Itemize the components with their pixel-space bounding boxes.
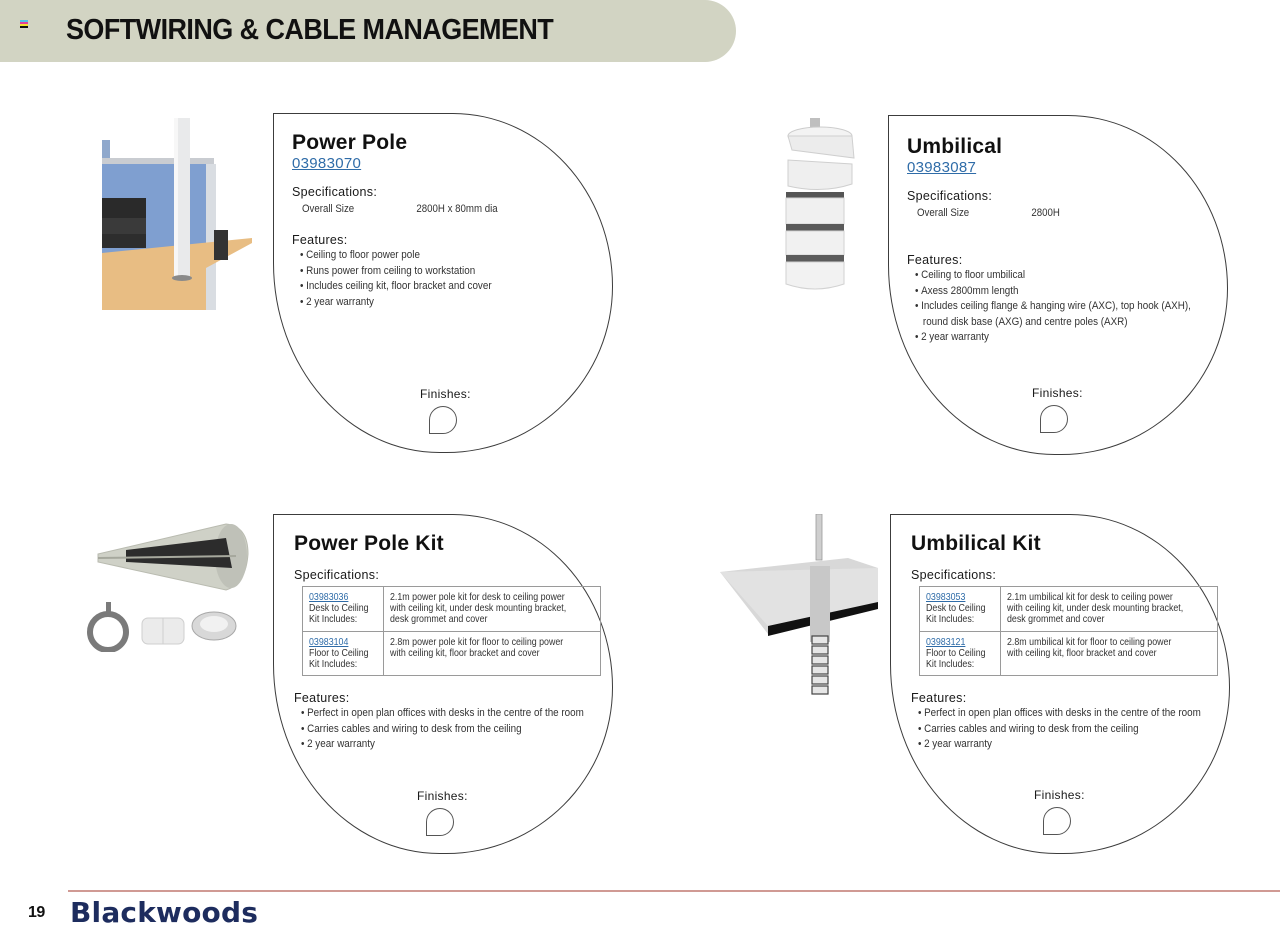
features-list xyxy=(918,706,1201,753)
feature-item: • 2 year warranty xyxy=(300,295,492,311)
feature-item: • Perfect in open plan offices with desks in the centre of the room xyxy=(918,706,1201,722)
features-heading: Features: xyxy=(907,253,963,267)
table-row xyxy=(920,587,1218,632)
kit-description: 2.8m umbilical kit for floor to ceiling power xyxy=(1007,636,1172,648)
kit-code-link[interactable]: 03983121 xyxy=(926,636,966,648)
kit-description: desk grommet and cover xyxy=(1007,614,1105,626)
product-code-link[interactable]: 03983070 xyxy=(292,155,362,172)
kit-options-table xyxy=(919,586,1218,676)
feature-item: • 2 year warranty xyxy=(301,737,584,753)
kit-code-link[interactable]: 03983036 xyxy=(309,592,349,603)
umbilical-photo xyxy=(782,118,862,293)
features-heading: Features: xyxy=(292,233,348,247)
power-pole-photo xyxy=(102,118,252,310)
kit-label: Floor to Ceiling xyxy=(926,647,986,659)
header-band xyxy=(0,0,736,62)
feature-item: • Includes ceiling kit, floor bracket and cover xyxy=(300,279,492,295)
kit-code-link[interactable]: 03983053 xyxy=(926,592,966,603)
spec-name: Overall Size xyxy=(917,207,970,219)
product-title: Power Pole Kit xyxy=(294,532,444,555)
finishes-label: Finishes: xyxy=(1032,386,1083,400)
kit-description-cell xyxy=(384,631,601,676)
print-color-marks xyxy=(20,20,28,28)
footer-rule xyxy=(68,890,1280,892)
kit-code-link[interactable]: 03983104 xyxy=(309,636,349,648)
product-title: Umbilical Kit xyxy=(911,532,1041,555)
page-number: 19 xyxy=(28,904,45,921)
finish-swatch-white[interactable] xyxy=(426,808,454,836)
product-code-link[interactable]: 03983087 xyxy=(907,159,977,176)
feature-item: • Carries cables and wiring to desk from the ceiling xyxy=(918,722,1201,738)
finish-swatch-white[interactable] xyxy=(1040,405,1068,433)
kit-description: with ceiling kit, under desk mounting bracket, xyxy=(1007,603,1184,615)
feature-item: • 2 year warranty xyxy=(915,330,1191,346)
page-title: SOFTWIRING & CABLE MANAGEMENT xyxy=(66,14,554,46)
umbilical-kit-photo xyxy=(718,514,880,698)
spec-value: 2800H xyxy=(1031,207,1060,219)
kit-description-cell xyxy=(1001,631,1218,676)
finishes-label: Finishes: xyxy=(420,387,471,401)
kit-description-cell xyxy=(384,587,601,632)
spec-row xyxy=(917,207,1060,219)
kit-description: 2.1m umbilical kit for desk to ceiling power xyxy=(1007,592,1174,603)
kit-description: with ceiling kit, floor bracket and cover xyxy=(1007,647,1157,659)
features-list xyxy=(300,248,492,310)
finishes-label: Finishes: xyxy=(1034,788,1085,802)
finishes-label: Finishes: xyxy=(417,789,468,803)
kit-label: Floor to Ceiling xyxy=(309,647,369,659)
power-pole-kit-photo xyxy=(86,520,251,652)
kit-label-cell xyxy=(920,587,1001,632)
kit-description: 2.8m power pole kit for floor to ceiling power xyxy=(390,636,564,648)
feature-item: • Ceiling to floor umbilical xyxy=(915,268,1191,284)
kit-label-cell xyxy=(303,631,384,676)
product-card-power-pole xyxy=(273,113,613,453)
spec-name: Overall Size xyxy=(302,203,355,215)
table-row xyxy=(303,631,601,676)
features-list xyxy=(915,268,1191,346)
features-heading: Features: xyxy=(911,691,967,705)
product-card-umbilical-kit xyxy=(890,514,1230,854)
table-row xyxy=(920,631,1218,676)
table-row xyxy=(303,587,601,632)
finish-swatch-white[interactable] xyxy=(429,406,457,434)
product-title: Power Pole xyxy=(292,131,408,154)
kit-options-table xyxy=(302,586,601,676)
specifications-heading: Specifications: xyxy=(292,185,378,199)
kit-description-cell xyxy=(1001,587,1218,632)
product-title: Umbilical xyxy=(907,135,1003,158)
finish-swatch-white[interactable] xyxy=(1043,807,1071,835)
kit-label: Kit Includes: xyxy=(926,614,975,626)
feature-item: • 2 year warranty xyxy=(918,737,1201,753)
kit-label: Desk to Ceiling xyxy=(926,603,986,615)
kit-description: with ceiling kit, under desk mounting bracket, xyxy=(390,603,567,615)
feature-item: • Runs power from ceiling to workstation xyxy=(300,264,492,280)
feature-item: • Carries cables and wiring to desk from the ceiling xyxy=(301,722,584,738)
specifications-heading: Specifications: xyxy=(907,189,993,203)
product-card-umbilical xyxy=(888,115,1228,455)
kit-label: Kit Includes: xyxy=(309,659,358,671)
spec-row xyxy=(302,203,498,215)
product-card-power-pole-kit xyxy=(273,514,613,854)
kit-label-cell xyxy=(303,587,384,632)
kit-label-cell xyxy=(920,631,1001,676)
features-heading: Features: xyxy=(294,691,350,705)
kit-label: Kit Includes: xyxy=(926,659,975,671)
kit-label: Kit Includes: xyxy=(309,614,358,626)
feature-item: • Includes ceiling flange & hanging wire (AXC), top hook (AXH), xyxy=(915,299,1191,315)
kit-description: 2.1m power pole kit for desk to ceiling power xyxy=(390,592,565,603)
spec-value: 2800H x 80mm dia xyxy=(416,203,498,215)
feature-item: • Ceiling to floor power pole xyxy=(300,248,492,264)
kit-description: with ceiling kit, floor bracket and cover xyxy=(390,647,540,659)
features-list xyxy=(301,706,584,753)
feature-item-continued: round disk base (AXG) and centre poles (AXR) xyxy=(922,315,1128,328)
feature-item: • Perfect in open plan offices with desks in the centre of the room xyxy=(301,706,584,722)
brand-logo: Blackwoods xyxy=(70,896,259,926)
specifications-heading: Specifications: xyxy=(294,568,380,582)
kit-label: Desk to Ceiling xyxy=(309,603,369,615)
specifications-heading: Specifications: xyxy=(911,568,997,582)
kit-description: desk grommet and cover xyxy=(390,614,488,626)
feature-item: • Axess 2800mm length xyxy=(915,284,1191,300)
